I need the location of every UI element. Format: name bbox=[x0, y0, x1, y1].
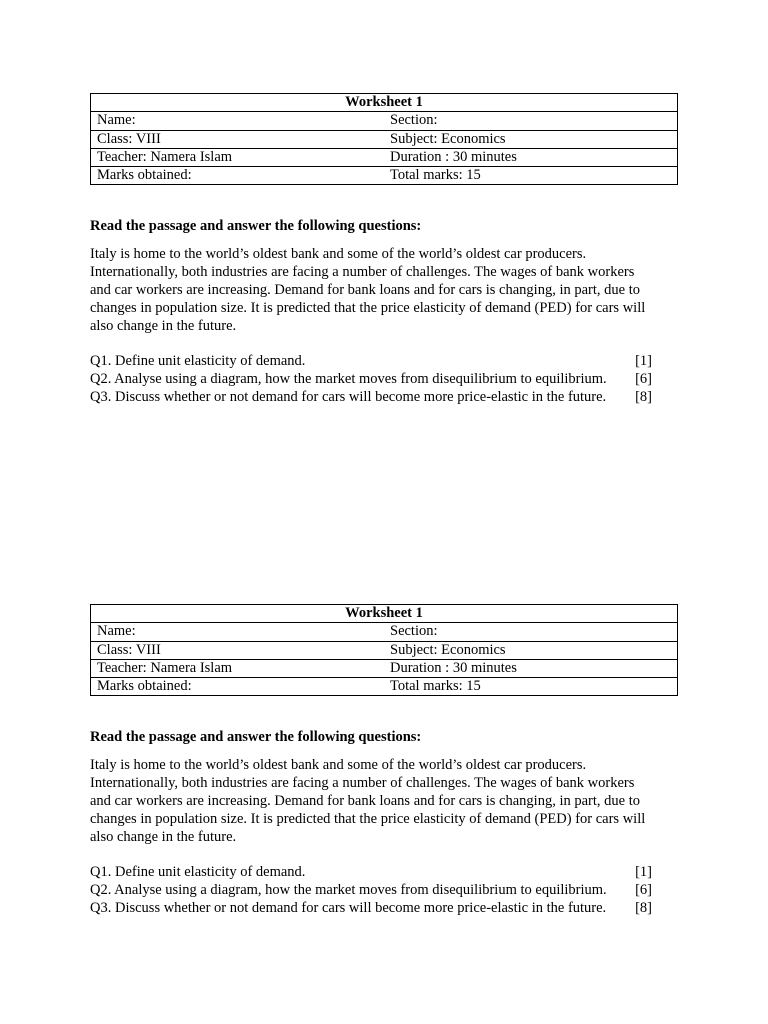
marks-obtained-field: Marks obtained: bbox=[91, 167, 385, 185]
passage-line: Italy is home to the world’s oldest bank and some of the world’s oldest car producers. bbox=[90, 246, 587, 262]
question-marks: [1] bbox=[635, 864, 652, 880]
question-marks: [6] bbox=[635, 371, 652, 387]
marks-obtained-field: Marks obtained: bbox=[91, 678, 385, 696]
question-3 bbox=[90, 388, 665, 406]
question-marks: [8] bbox=[635, 900, 652, 916]
passage-line: also change in the future. bbox=[90, 829, 237, 845]
passage-line: Internationally, both industries are facing a number of challenges. The wages of bank workers bbox=[90, 264, 635, 280]
question-text: Q1. Define unit elasticity of demand. bbox=[90, 353, 306, 369]
subject-field: Subject: Economics bbox=[384, 641, 678, 659]
class-field: Class: VIII bbox=[91, 641, 385, 659]
question-marks: [1] bbox=[635, 353, 652, 369]
worksheet-2 bbox=[90, 604, 678, 916]
question-1 bbox=[90, 352, 665, 370]
question-text: Q2. Analyse using a diagram, how the market moves from disequilibrium to equilibrium. bbox=[90, 371, 607, 387]
instruction-heading: Read the passage and answer the following questions: bbox=[90, 729, 422, 745]
teacher-field: Teacher: Namera Islam bbox=[91, 659, 385, 677]
worksheet-header-table bbox=[90, 604, 678, 696]
section-field: Section: bbox=[384, 623, 678, 641]
section-field: Section: bbox=[384, 112, 678, 130]
question-2 bbox=[90, 370, 665, 388]
total-marks-field: Total marks: 15 bbox=[384, 678, 678, 696]
question-list bbox=[90, 863, 665, 917]
passage-line: also change in the future. bbox=[90, 318, 237, 334]
teacher-field: Teacher: Namera Islam bbox=[91, 148, 385, 166]
worksheet-1 bbox=[90, 93, 678, 405]
passage-line: changes in population size. It is predicted that the price elasticity of demand (PED) for cars will bbox=[90, 811, 646, 827]
question-3 bbox=[90, 899, 665, 917]
name-field: Name: bbox=[91, 623, 385, 641]
subject-field: Subject: Economics bbox=[384, 130, 678, 148]
worksheet-title: Worksheet 1 bbox=[91, 94, 678, 112]
passage-line: changes in population size. It is predicted that the price elasticity of demand (PED) for cars will bbox=[90, 300, 646, 316]
question-1 bbox=[90, 863, 665, 881]
duration-field: Duration : 30 minutes bbox=[384, 148, 678, 166]
question-marks: [6] bbox=[635, 882, 652, 898]
passage-line: and car workers are increasing. Demand for bank loans and for cars is changing, in part, due to bbox=[90, 282, 640, 298]
worksheet-header-table bbox=[90, 93, 678, 185]
passage-line: Italy is home to the world’s oldest bank and some of the world’s oldest car producers. bbox=[90, 757, 587, 773]
question-2 bbox=[90, 881, 665, 899]
instruction-heading: Read the passage and answer the following questions: bbox=[90, 218, 422, 234]
worksheet-title: Worksheet 1 bbox=[91, 605, 678, 623]
passage bbox=[90, 756, 678, 846]
passage bbox=[90, 245, 678, 335]
question-list bbox=[90, 352, 665, 406]
name-field: Name: bbox=[91, 112, 385, 130]
total-marks-field: Total marks: 15 bbox=[384, 167, 678, 185]
class-field: Class: VIII bbox=[91, 130, 385, 148]
question-text: Q2. Analyse using a diagram, how the market moves from disequilibrium to equilibrium. bbox=[90, 882, 607, 898]
duration-field: Duration : 30 minutes bbox=[384, 659, 678, 677]
question-text: Q3. Discuss whether or not demand for cars will become more price-elastic in the future. bbox=[90, 900, 607, 916]
passage-line: and car workers are increasing. Demand for bank loans and for cars is changing, in part, due to bbox=[90, 793, 640, 809]
question-marks: [8] bbox=[635, 389, 652, 405]
passage-line: Internationally, both industries are facing a number of challenges. The wages of bank workers bbox=[90, 775, 635, 791]
question-text: Q3. Discuss whether or not demand for cars will become more price-elastic in the future. bbox=[90, 389, 607, 405]
question-text: Q1. Define unit elasticity of demand. bbox=[90, 864, 306, 880]
